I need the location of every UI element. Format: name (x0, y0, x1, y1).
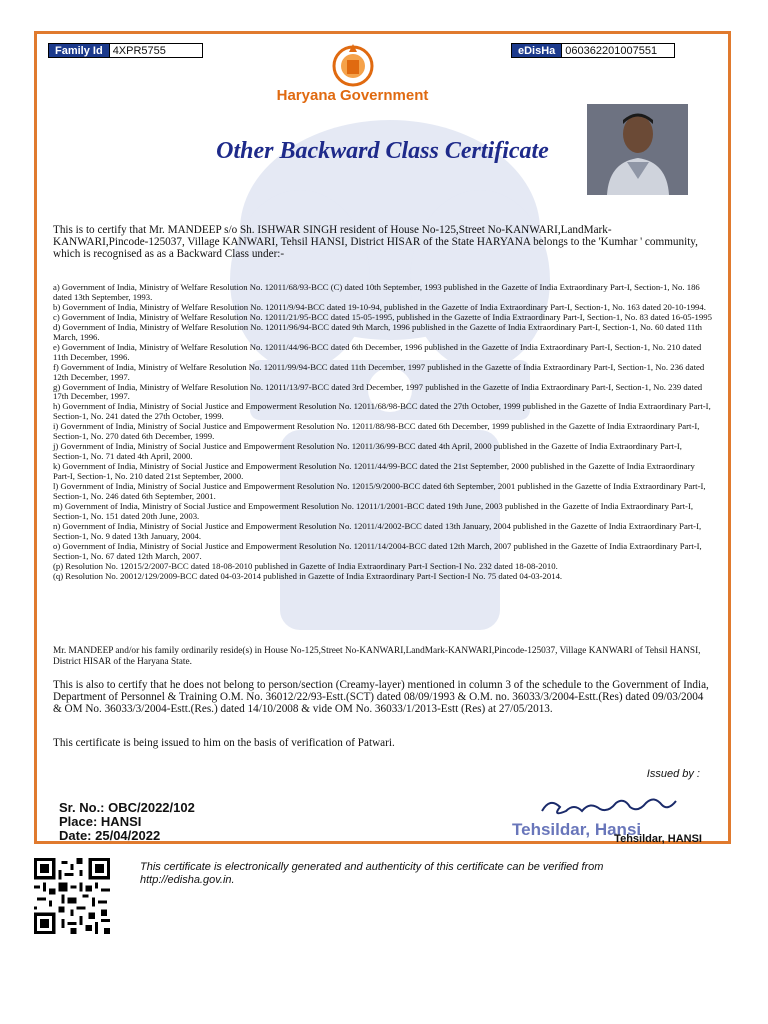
signature-stamp (512, 789, 702, 839)
residence-paragraph: Mr. MANDEEP and/or his family ordinarily reside(s) in House No-125,Street No-KANWARI,LandMark-KANWARI,Pincode-125037, Village KANWARI of Tehsil HANSI, District HISAR of the Haryana State. (53, 646, 701, 667)
list-item: i) Government of India, Ministry of Social Justice and Empowerment Resolution No. 12011/88/98-BCC dated 6th December, 1999 published in the Gazette of India Extraordinary Part-I, Section-1, No. 270 dated 6th December, 1999. (53, 421, 700, 442)
issued-by-label: Issued by : (646, 768, 700, 780)
list-item: f) Government of India, Ministry of Welfare Resolution No. 12011/99/94-BCC dated 11th December, 1997 published in the Gazette of India Extraordinary Part-I, Section-1, No. 236 dated 12th December, 1997. (53, 361, 705, 382)
applicant-photo (587, 104, 688, 195)
list-item: d) Government of India, Ministry of Welfare Resolution No. 12011/96/94-BCC dated 9th March, 1996 published in the Gazette of India Extraordinary Part-I, Section-1, No. 60 dated 11th March, 1996. (53, 321, 702, 342)
list-item: e) Government of India, Ministry of Welfare Resolution No. 12011/44/96-BCC dated 6th December, 1996 published in the Gazette of India Extraordinary Part-I, Section-1, No. 210 dated 11th December, 1996. (53, 341, 702, 362)
issue-date: Date: 25/04/2022 (59, 828, 161, 843)
place: Place: HANSI (59, 814, 142, 829)
signatory-title: Tehsildar, HANSI (614, 833, 702, 845)
haryana-emblem-icon (330, 40, 376, 88)
certificate-meta (59, 801, 195, 843)
certification-intro: This is to certify that Mr. MANDEEP s/o Sh. ISHWAR SINGH resident of House No-125,Street No-KANWARI,LandMark-KANWARI,Pincode-125037, Village KANWARI, Tehsil HANSI, District HISAR of the State HARYANA belongs to the 'Kumhar ' community, which is recognised as as a Backward Class under:- (53, 224, 698, 261)
list-item: h) Government of India, Ministry of Social Justice and Empowerment Resolution No. 12011/68/98-BCC dated the 27th October, 1999 published in the Gazette of India Extraordinary Part-I, Section-1, No. 241 dated the 27th October, 1999. (53, 401, 711, 422)
list-item: l) Government of India, Ministry of Social Justice and Empowerment Resolution No. 12015/9/2000-BCC dated 6th September, 2001 published in the Gazette of India Extraordinary Part-I, Section-1, No. 246 dated 6th September, 2001. (53, 481, 706, 502)
verification-paragraph: This certificate is being issued to him on the basis of verification of Patwari. (53, 737, 395, 749)
serial-number: Sr. No.: OBC/2022/102 (59, 800, 195, 815)
government-name: Haryana Government (276, 87, 429, 104)
list-item: j) Government of India, Ministry of Social Justice and Empowerment Resolution No. 12011/36/99-BCC dated 4th April, 2000 published in the Gazette of India Extraordinary Part-I, Section-1, No. 71 dated 4th April, 2000. (53, 441, 682, 462)
list-item: (p) Resolution No. 12015/2/2007-BCC dated 18-08-2010 published in Gazette of India Extraordinary Part-I Section-I No. 232 dated 18-08-2010. (53, 560, 558, 571)
edisha-value: 060362201007551 (562, 43, 675, 58)
list-item: b) Government of India, Ministry of Welfare Resolution No. 12011/9/94-BCC dated 19-10-94, published in the Gazette of India Extraordinary Part-I, Section-1, No. 163 dated 20-10-1994. (53, 301, 706, 312)
list-item: g) Government of India, Ministry of Welfare Resolution No. 12011/13/97-BCC dated 3rd December, 1997 published in the Gazette of India Extraordinary Part-I, Section-1, No. 239 dated 17th December, 1997. (53, 381, 703, 402)
resolution-list (53, 283, 713, 582)
creamy-layer-paragraph: This is also to certify that he does not belong to person/section (Creamy-layer) mentioned in column 3 of the schedule to the Government of India, Department of Personnel & Training O.M. No. 36012/22/93-Estt.(SCT) dated 08/09/1993 & O.M. no. 36033/3/2004-Estt.(Res) dated 09/03/2004 & OM No. 36033/3/2004-Estt.(Res.) dated 14/10/2008 & vide OM No. 36033/1/2013-Estt (Res) at 27/05/2013. (53, 679, 709, 715)
certificate-title: Other Backward Class Certificate (216, 138, 549, 164)
list-item: o) Government of India, Ministry of Social Justice and Empowerment Resolution No. 12011/14/2004-BCC dated 12th March, 2007 published in the Gazette of India Extraordinary Part-I, Section-1, No. 67 dated 12th March, 2007. (53, 540, 702, 561)
edisha-label: eDisHa (511, 43, 562, 58)
family-id-label: Family Id (48, 43, 110, 58)
authenticity-note: This certificate is electronically generated and authenticity of this certificate can be verified from http://edisha.gov.in. (140, 861, 604, 886)
list-item: (q) Resolution No. 20012/129/2009-BCC dated 04-03-2014 published in Gazette of India Extraordinary Part-I Section-I No. 75 dated 04-03-2014. (53, 570, 563, 581)
list-item: c) Government of India, Ministry of Welfare Resolution No. 12011/21/95-BCC dated 15-05-1995, published in the Gazette of India Extraordinary Part-I, Section-1, No. 83 dated 16-05-1995 (53, 311, 712, 322)
list-item: m) Government of India, Ministry of Social Justice and Empowerment Resolution No. 12011/1/2001-BCC dated 19th June, 2003 published in the Gazette of India Extraordinary Part-I, Section-1, No. 151 dated 20th June, 2003. (53, 500, 694, 521)
family-id-value: 4XPR5755 (110, 43, 203, 58)
family-id-field (48, 43, 203, 58)
edisha-id-field (511, 43, 675, 58)
list-item: n) Government of India, Ministry of Social Justice and Empowerment Resolution No. 12011/4/2002-BCC dated 13th January, 2004 published in the Gazette of India Extraordinary Part-I, Section-1, No. 9 dated 13th January, 2004. (53, 520, 702, 541)
tehsildar-stamp: Tehsildar, Hansi (512, 820, 642, 839)
qr-code-icon (34, 858, 110, 934)
list-item: k) Government of India, Ministry of Social Justice and Empowerment Resolution No. 12011/44/99-BCC dated the 21st September, 2000 published in the Gazette of India Extraordinary Part-I, Section-1, No. 210 dated 21st September, 2000. (53, 461, 695, 482)
list-item: a) Government of India, Ministry of Welfare Resolution No. 12011/68/93-BCC (C) dated 10th September, 1993 published in the Gazette of India Extraordinary Part-I, Section-1, No. 186 dated 13th September, 1993. (53, 282, 700, 302)
